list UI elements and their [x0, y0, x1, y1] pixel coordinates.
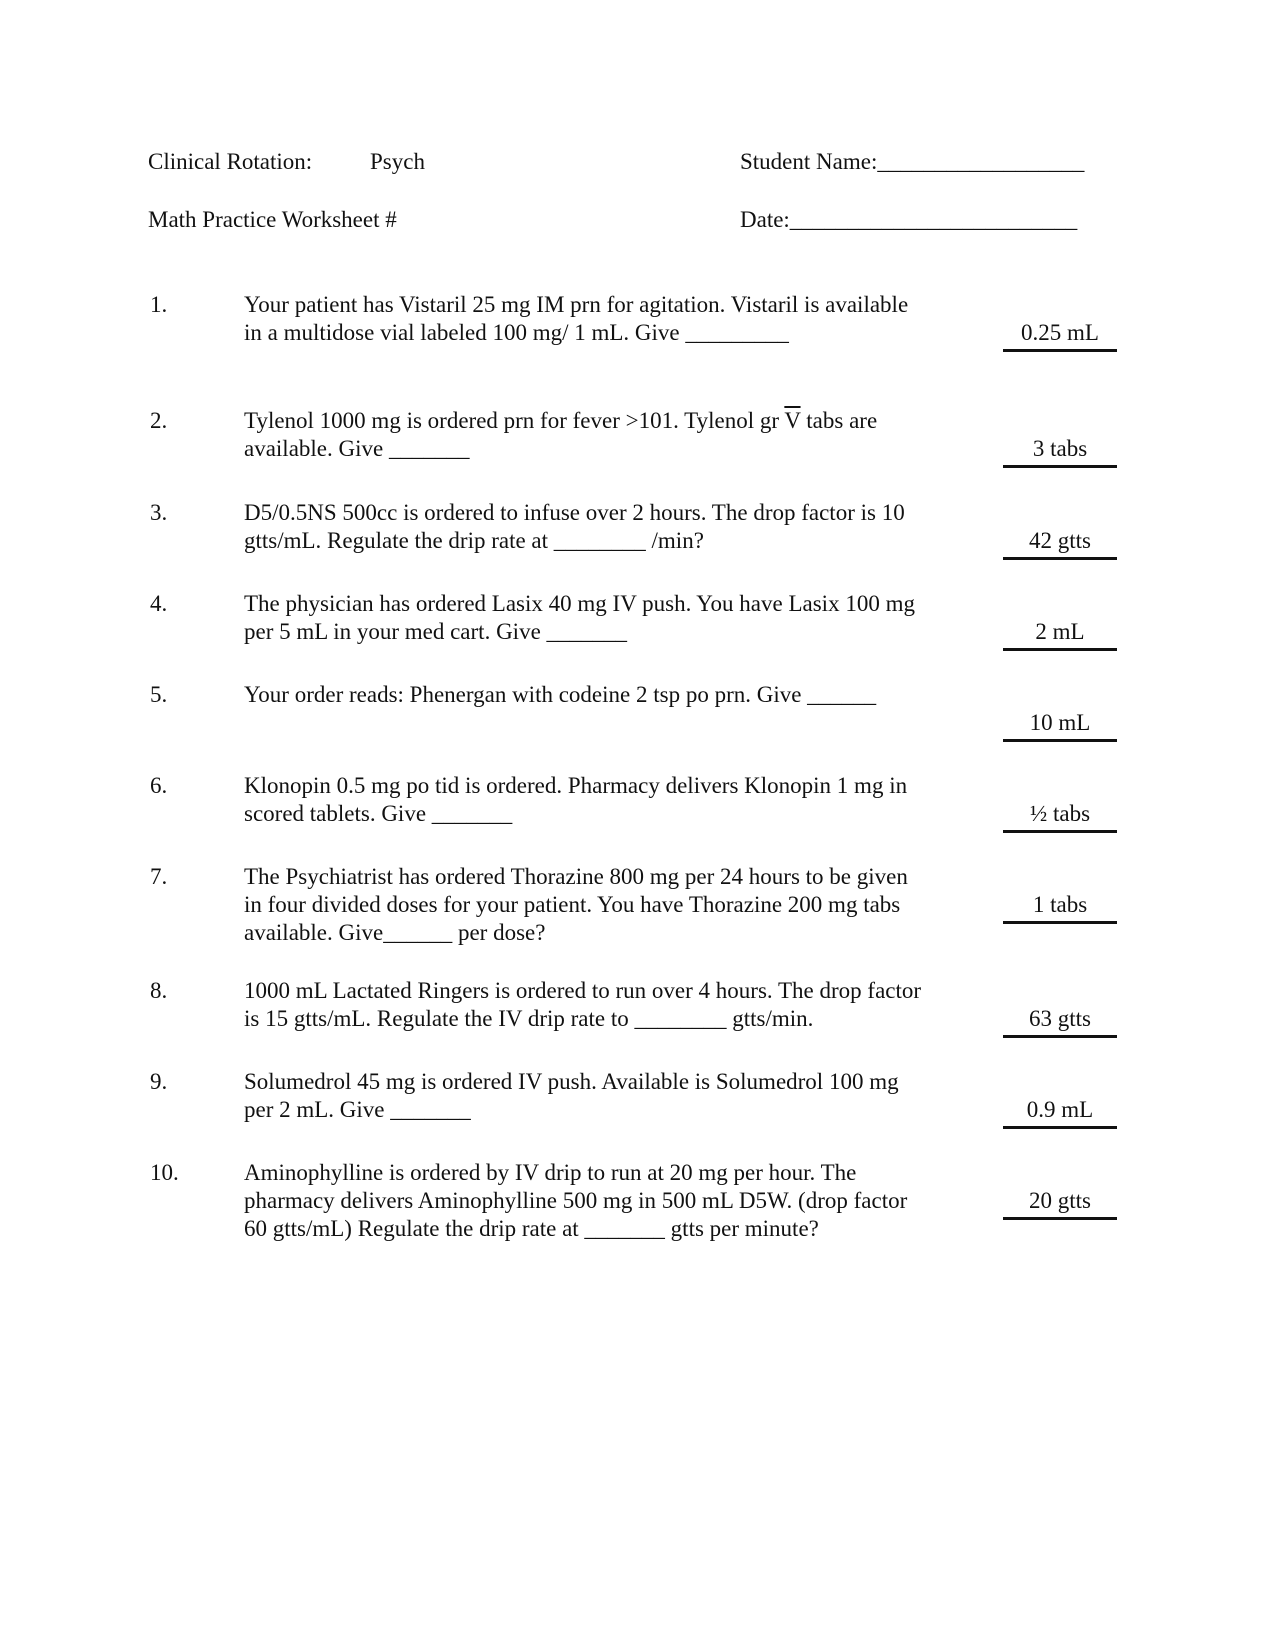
question-line: 1000 mL Lactated Ringers is ordered to run over 4 hours. The drop factor: [244, 978, 922, 1003]
answer: 20 gtts: [1003, 1187, 1117, 1220]
question-line-end: tabs are: [800, 408, 878, 433]
question-line: scored tablets. Give _______: [244, 801, 513, 826]
clinical-rotation-label: Clinical Rotation:: [148, 149, 313, 174]
question-line: Your patient has Vistaril 25 mg IM prn for agitation. Vistaril is available: [244, 292, 909, 317]
question-text: [244, 863, 984, 947]
question-text: [244, 590, 984, 646]
student-name-field: Student Name:__________________: [740, 149, 1085, 174]
question-line: The Psychiatrist has ordered Thorazine 800 mg per 24 hours to be given: [244, 864, 908, 889]
answer: 1 tabs: [1003, 891, 1117, 924]
answer: 42 gtts: [1003, 527, 1117, 560]
clinical-rotation-value: Psych: [370, 149, 425, 174]
question-line: Aminophylline is ordered by IV drip to run at 20 mg per hour. The: [244, 1160, 857, 1185]
question-line: The physician has ordered Lasix 40 mg IV push. You have Lasix 100 mg: [244, 591, 915, 616]
question-line: D5/0.5NS 500cc is ordered to infuse over 2 hours. The drop factor is 10: [244, 500, 905, 525]
question-line: gtts/mL. Regulate the drip rate at ________ /min?: [244, 528, 704, 553]
answer: 0.25 mL: [1003, 319, 1117, 352]
question-line: per 2 mL. Give _______: [244, 1097, 471, 1122]
answer: 2 mL: [1003, 618, 1117, 651]
date-field: Date:_________________________: [740, 207, 1078, 232]
question-number: 3.: [150, 500, 168, 525]
question-number: 6.: [150, 773, 168, 798]
question-line: pharmacy delivers Aminophylline 500 mg in 500 mL D5W. (drop factor: [244, 1188, 908, 1213]
question-text: [244, 291, 984, 347]
question-number: 2.: [150, 408, 168, 433]
question-line: available. Give _______: [244, 436, 470, 461]
question-text: [244, 1159, 984, 1243]
question-line: in four divided doses for your patient. You have Thorazine 200 mg tabs: [244, 892, 901, 917]
answer: 10 mL: [1003, 709, 1117, 742]
question-line: available. Give______ per dose?: [244, 920, 546, 945]
answer: 63 gtts: [1003, 1005, 1117, 1038]
question-number: 9.: [150, 1069, 168, 1094]
question-line-start: Tylenol 1000 mg is ordered prn for fever >101. Tylenol gr: [244, 408, 785, 433]
question-line: Solumedrol 45 mg is ordered IV push. Available is Solumedrol 100 mg: [244, 1069, 899, 1094]
answer: 0.9 mL: [1003, 1096, 1117, 1129]
question-text: [244, 772, 984, 828]
question-number: 4.: [150, 591, 168, 616]
question-text: [244, 681, 984, 709]
question-text: [244, 499, 984, 555]
question-line: in a multidose vial labeled 100 mg/ 1 mL. Give _________: [244, 320, 789, 345]
question-text: [244, 977, 984, 1033]
answer: ½ tabs: [1003, 800, 1117, 833]
question-number: 7.: [150, 864, 168, 889]
question-text: [244, 1068, 984, 1124]
question-line: Your order reads: Phenergan with codeine 2 tsp po prn. Give ______: [244, 682, 877, 707]
question-number: 8.: [150, 978, 168, 1003]
question-text: [244, 407, 984, 463]
worksheet-title: Math Practice Worksheet #: [148, 207, 397, 232]
question-line: Klonopin 0.5 mg po tid is ordered. Pharmacy delivers Klonopin 1 mg in: [244, 773, 908, 798]
question-line: per 5 mL in your med cart. Give _______: [244, 619, 628, 644]
question-line: is 15 gtts/mL. Regulate the IV drip rate to ________ gtts/min.: [244, 1006, 814, 1031]
question-number: 5.: [150, 682, 168, 707]
roman-numeral: $\overline{V}$: [784, 408, 801, 433]
question-number: 10.: [150, 1160, 179, 1185]
question-line: [244, 407, 984, 435]
question-line: 60 gtts/mL) Regulate the drip rate at _______ gtts per minute?: [244, 1216, 819, 1241]
question-number: 1.: [150, 292, 168, 317]
answer: 3 tabs: [1003, 435, 1117, 468]
